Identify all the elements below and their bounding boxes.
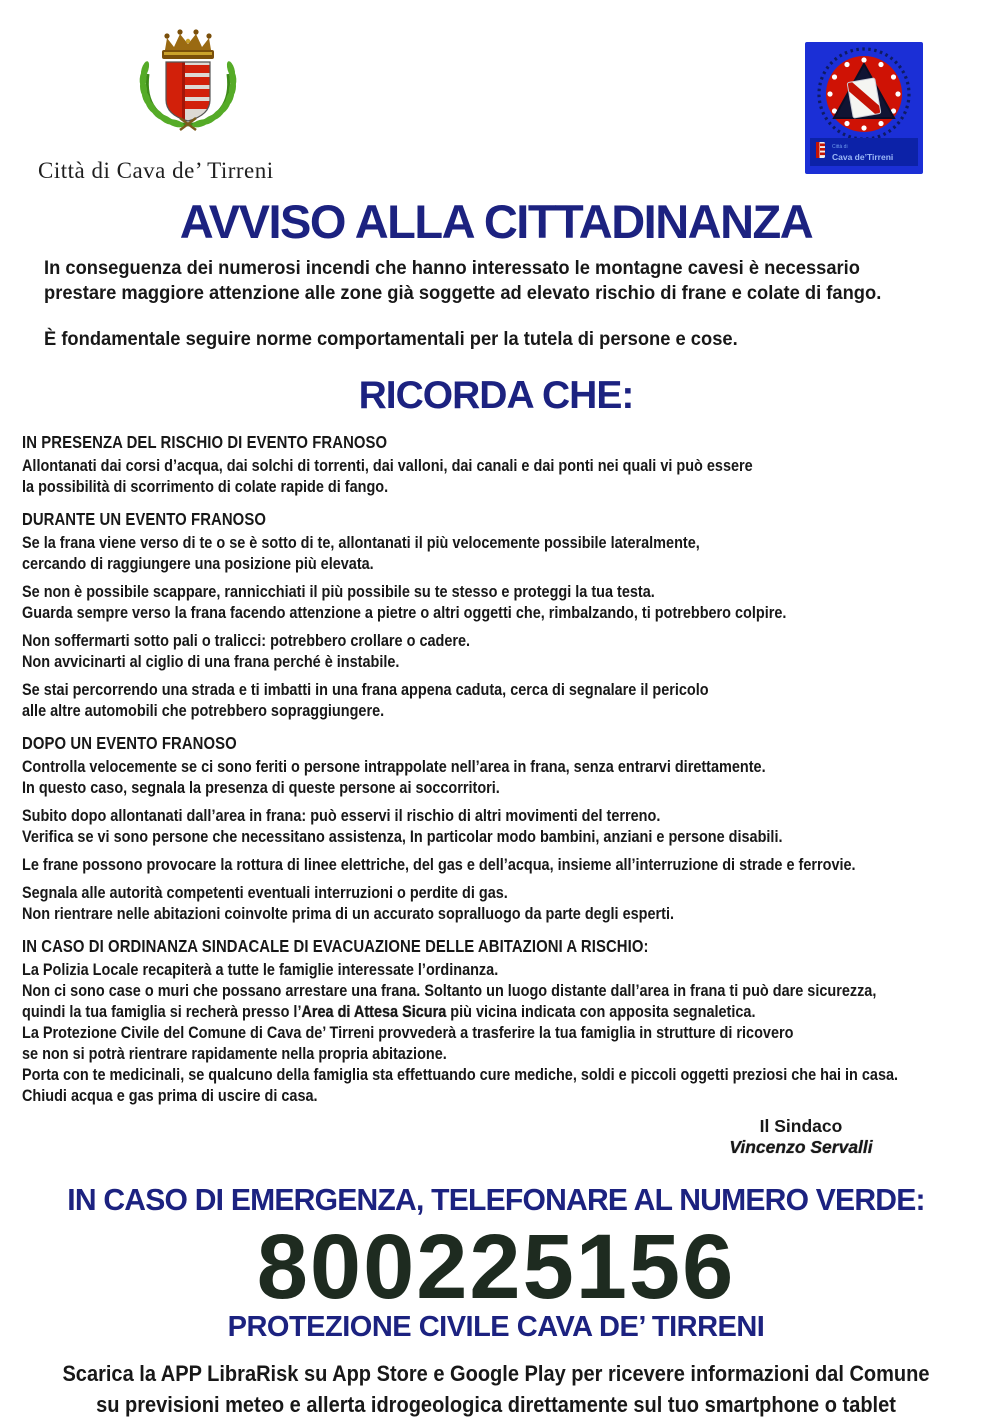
paragraph-line: Se stai percorrendo una strada e ti imbatti in una frana appena caduta, cerca di segnalare il pericolo [22,680,709,699]
civil-protection-logo [805,42,923,174]
paragraph-line: La Protezione Civile del Comune di Cava de’ Tirreni provvederà a trasferire la tua famiglia in strutture di ricovero [22,1023,794,1042]
paragraph-line: la possibilità di scorrimento di colate rapide di fango. [22,477,389,496]
municipality-name: Città di Cava de’ Tirreni [38,158,274,183]
paragraph-line: Allontanati dai corsi d’acqua, dai solchi di torrenti, dai valloni, dai canali e dai ponti nei quali vi può essere [22,456,753,475]
shield-icon [166,62,210,122]
section-paragraph [22,630,992,672]
paragraph-line: se non si potrà rientrare rapidamente nella propria abitazione. [22,1044,447,1063]
signature-role: Il Sindaco [759,1116,843,1136]
notice-section [22,935,992,1106]
signature-name: Vincenzo Servalli [729,1137,873,1157]
section-paragraph [22,959,992,1106]
section-paragraph [22,805,992,847]
section-heading: DURANTE UN EVENTO FRANOSO [22,509,267,529]
section-paragraph [22,532,992,574]
notice-title: AVVISO ALLA CITTADINANZA [179,195,813,248]
paragraph-line: quindi la tua famiglia si recherà presso l’Area di Attesa Sicura più vicina indicata con apposita segnaletica. [22,1002,756,1021]
notice-section [22,431,992,497]
section-paragraph [22,581,992,623]
paragraph-line: Guarda sempre verso la frana facendo attenzione a pietre o altri oggetti che, rimbalzando, ti potrebbero colpire. [22,603,787,622]
paragraph-line: Le frane possono provocare la rottura di linee elettriche, del gas e dell’acqua, insieme all’interruzione di strade e ferrovie. [22,855,856,874]
paragraph-line: Verifica se vi sono persone che necessitano assistenza, In particolar modo bambini, anziani e persone disabili. [22,827,783,846]
footer-note [45,1358,948,1420]
intro-paragraphs [44,256,992,352]
emergency-heading: IN CASO DI EMERGENZA, TELEFONARE AL NUMERO VERDE: [67,1182,925,1217]
section-paragraph [22,455,992,497]
emergency-block [0,1182,992,1344]
notice-section [22,508,992,721]
paragraph-line: Porta con te medicinali, se qualcuno della famiglia sta effettuando cure mediche, soldi e piccoli oggetti preziosi che hai in casa. [22,1065,899,1084]
paragraph-line: Subito dopo allontanati dall’area in frana: può esservi il rischio di altri movimenti del terreno. [22,806,661,825]
emergency-phone-number: 800225156 [256,1216,736,1318]
crown-icon [162,29,214,59]
paragraph-line: Se non è possibile scappare, rannicchiati il più possibile su te stesso e proteggi la tua testa. [22,582,655,601]
section-paragraph [22,882,992,924]
logo-band-line2: Cava de’Tirreni [832,152,894,162]
paragraph-line: La Polizia Locale recapiterà a tutte le famiglie interessate l’ordinanza. [22,960,499,979]
section-heading: DOPO UN EVENTO FRANOSO [22,733,237,753]
municipal-coat-of-arms-icon [104,26,272,166]
section-paragraph [22,854,992,875]
signature-block [676,1116,926,1158]
paragraph-line: alle altre automobili che potrebbero sopraggiungere. [22,701,385,720]
paragraph-line: Non soffermarti sotto pali o tralicci: potrebbero crollare o cadere. [22,631,471,650]
section-heading: IN PRESENZA DEL RISCHIO DI EVENTO FRANOSO [22,432,388,452]
section-paragraph [22,679,992,721]
section-heading: IN CASO DI ORDINANZA SINDACALE DI EVACUAZIONE DELLE ABITAZIONI A RISCHIO: [22,936,649,956]
sections [22,431,992,1106]
logo-band-mini-shield-icon [816,142,825,158]
footer-line: su previsioni meteo e allerta idrogeologica direttamente sul tuo smartphone o tablet [96,1392,896,1417]
section-paragraph [22,756,992,798]
paragraph-line: Non rientrare nelle abitazioni coinvolte prima di un accurato sopralluogo da parte degli esperti. [22,904,674,923]
paragraph-line: Non avvicinarti al ciglio di una frana perché è instabile. [22,652,400,671]
footer-line: Scarica la APP LibraRisk su App Store e Google Play per ricevere informazioni dal Comune [62,1361,930,1386]
intro-line: È fondamentale seguire norme comportamentali per la tutela di persone e cose. [44,328,738,350]
paragraph-line: Non ci sono case o muri che possano arrestare una frana. Soltanto un luogo distante dall’area in frana ti può dare sicurezza, [22,981,877,1000]
intro-paragraph [44,327,935,352]
intro-paragraph [44,256,935,306]
civil-protection-service-name: PROTEZIONE CIVILE CAVA DE’ TIRRENI [227,1311,765,1343]
paragraph-line: Segnala alle autorità competenti eventuali interruzioni o perdite di gas. [22,883,508,902]
paragraph-line: Se la frana viene verso di te o se è sotto di te, allontanati il più velocemente possibile lateralmente, [22,533,700,552]
header [0,0,992,192]
intro-line: In conseguenza dei numerosi incendi che hanno interessato le montagne cavesi è necessario [44,257,860,279]
notice-section [22,732,992,924]
logo-band-line1: Città di [832,144,848,150]
reminder-heading: RICORDA CHE: [358,374,634,417]
logo-band [810,138,918,166]
paragraph-line: cercando di raggiungere una posizione più elevata. [22,554,374,573]
paragraph-line: In questo caso, segnala la presenza di queste persone ai soccorritori. [22,778,500,797]
paragraph-line: Controlla velocemente se ci sono feriti o persone intrappolate nell’area in frana, senza entrarvi direttamente. [22,757,766,776]
paragraph-line: Chiudi acqua e gas prima di uscire di casa. [22,1086,318,1105]
intro-line: prestare maggiore attenzione alle zone già soggette ad elevato rischio di frane e colate di fango. [44,282,882,304]
